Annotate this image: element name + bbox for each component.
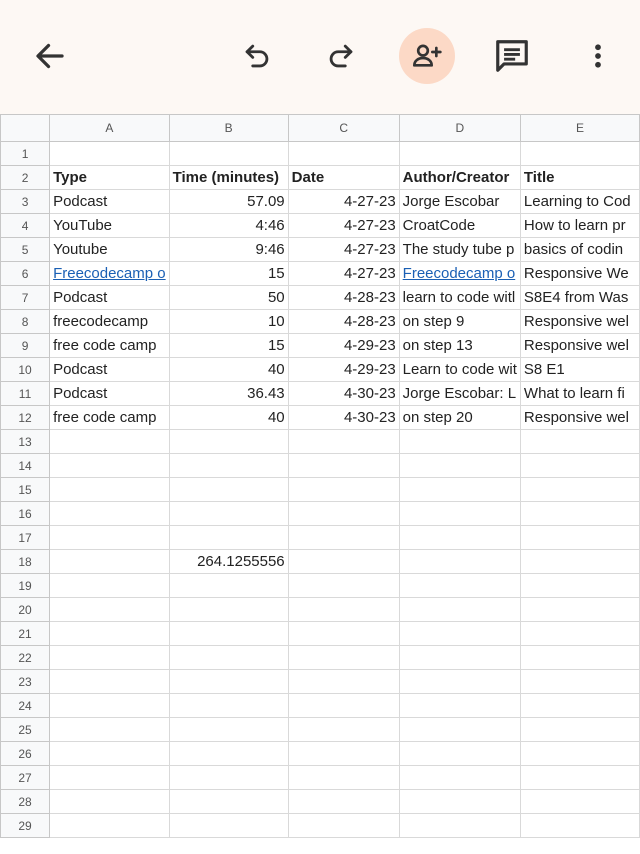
cell-c12[interactable]: 4-30-23 [288, 406, 399, 430]
sheet-table [0, 114, 640, 838]
more-vert-icon [583, 39, 613, 73]
cell-b6[interactable]: 15 [169, 262, 288, 286]
cell-c10[interactable]: 4-29-23 [288, 358, 399, 382]
comment-icon [493, 37, 531, 75]
cell-a28[interactable] [50, 790, 170, 814]
table-row [1, 286, 640, 310]
cell-c18[interactable] [288, 550, 399, 574]
row-header[interactable]: 21 [1, 622, 50, 646]
row-header[interactable]: 22 [1, 646, 50, 670]
cell-a17[interactable] [50, 526, 170, 550]
cell-e14[interactable] [520, 454, 639, 478]
table-row [1, 454, 640, 478]
cell-c19[interactable] [288, 574, 399, 598]
table-row [1, 502, 640, 526]
cell-c15[interactable] [288, 478, 399, 502]
column-header-e[interactable]: E [520, 115, 639, 142]
cell-e5[interactable]: basics of codin [520, 238, 639, 262]
table-row [1, 670, 640, 694]
row-header[interactable]: 12 [1, 406, 50, 430]
row-header[interactable]: 9 [1, 334, 50, 358]
cell-e11[interactable]: What to learn fi [520, 382, 639, 406]
cell-a1[interactable] [50, 142, 170, 166]
row-header[interactable]: 25 [1, 718, 50, 742]
cell-a6[interactable] [50, 262, 170, 286]
cell-a2[interactable]: Type [50, 166, 170, 190]
cell-a10[interactable]: Podcast [50, 358, 170, 382]
cell-c17[interactable] [288, 526, 399, 550]
row-header[interactable]: 10 [1, 358, 50, 382]
table-row [1, 262, 640, 286]
cell-b21[interactable] [169, 622, 288, 646]
table-row [1, 406, 640, 430]
cell-d17[interactable] [399, 526, 520, 550]
cell-c25[interactable] [288, 718, 399, 742]
table-row [1, 766, 640, 790]
cell-b10[interactable]: 40 [169, 358, 288, 382]
row-header[interactable]: 15 [1, 478, 50, 502]
table-row [1, 238, 640, 262]
cell-e25[interactable] [520, 718, 639, 742]
cell-e24[interactable] [520, 694, 639, 718]
cell-e26[interactable] [520, 742, 639, 766]
cell-e10[interactable]: S8 E1 [520, 358, 639, 382]
cell-a19[interactable] [50, 574, 170, 598]
row-header[interactable]: 5 [1, 238, 50, 262]
table-row [1, 214, 640, 238]
cell-e19[interactable] [520, 574, 639, 598]
cell-e29[interactable] [520, 814, 639, 838]
cell-d8[interactable]: on step 9 [399, 310, 520, 334]
cell-c28[interactable] [288, 790, 399, 814]
spreadsheet-grid [0, 114, 640, 854]
cell-a29[interactable] [50, 814, 170, 838]
cell-e12[interactable]: Responsive wel [520, 406, 639, 430]
row-header[interactable]: 13 [1, 430, 50, 454]
cell-a12[interactable]: free code camp [50, 406, 170, 430]
cell-c29[interactable] [288, 814, 399, 838]
undo-icon [240, 39, 274, 73]
share-button[interactable] [399, 28, 455, 84]
cell-c24[interactable] [288, 694, 399, 718]
cell-b19[interactable] [169, 574, 288, 598]
cell-a18[interactable] [50, 550, 170, 574]
cell-a8[interactable]: freecodecamp [50, 310, 170, 334]
table-row [1, 190, 640, 214]
cell-a4[interactable]: YouTube [50, 214, 170, 238]
cell-a20[interactable] [50, 598, 170, 622]
cell-b11[interactable]: 36.43 [169, 382, 288, 406]
cell-a11[interactable]: Podcast [50, 382, 170, 406]
cell-a7[interactable]: Podcast [50, 286, 170, 310]
back-button[interactable] [22, 28, 78, 84]
table-row [1, 718, 640, 742]
cell-e3[interactable]: Learning to Cod [520, 190, 639, 214]
cell-b22[interactable] [169, 646, 288, 670]
cell-link[interactable]: Freecodecamp o [402, 265, 516, 282]
row-header[interactable]: 26 [1, 742, 50, 766]
cell-c2[interactable]: Date [288, 166, 399, 190]
cell-e9[interactable]: Responsive wel [520, 334, 639, 358]
table-row [1, 142, 640, 166]
undo-button[interactable] [229, 28, 285, 84]
cell-a15[interactable] [50, 478, 170, 502]
cell-d24[interactable] [399, 694, 520, 718]
cell-a14[interactable] [50, 454, 170, 478]
cell-c8[interactable]: 4-28-23 [288, 310, 399, 334]
row-header[interactable]: 18 [1, 550, 50, 574]
sheet-body [1, 142, 640, 838]
cell-e2[interactable]: Title [520, 166, 639, 190]
cell-b12[interactable]: 40 [169, 406, 288, 430]
cell-a27[interactable] [50, 766, 170, 790]
cell-d2[interactable]: Author/Creator [399, 166, 520, 190]
cell-b17[interactable] [169, 526, 288, 550]
cell-d13[interactable] [399, 430, 520, 454]
cell-b27[interactable] [169, 766, 288, 790]
cell-c7[interactable]: 4-28-23 [288, 286, 399, 310]
cell-d1[interactable] [399, 142, 520, 166]
cell-c14[interactable] [288, 454, 399, 478]
cell-b8[interactable]: 10 [169, 310, 288, 334]
select-all-corner[interactable] [1, 115, 50, 142]
cell-e6[interactable]: Responsive We [520, 262, 639, 286]
cell-d10[interactable]: Learn to code wit [399, 358, 520, 382]
table-row [1, 526, 640, 550]
cell-d14[interactable] [399, 454, 520, 478]
cell-e1[interactable] [520, 142, 639, 166]
cell-d29[interactable] [399, 814, 520, 838]
cell-c26[interactable] [288, 742, 399, 766]
cell-e4[interactable]: How to learn pr [520, 214, 639, 238]
table-row [1, 334, 640, 358]
table-row [1, 742, 640, 766]
cell-b9[interactable]: 15 [169, 334, 288, 358]
row-header[interactable]: 2 [1, 166, 50, 190]
cell-a13[interactable] [50, 430, 170, 454]
cell-c1[interactable] [288, 142, 399, 166]
cell-b29[interactable] [169, 814, 288, 838]
cell-d5[interactable]: The study tube p [399, 238, 520, 262]
cell-c11[interactable]: 4-30-23 [288, 382, 399, 406]
cell-d7[interactable]: learn to code witl [399, 286, 520, 310]
row-header[interactable]: 16 [1, 502, 50, 526]
cell-d27[interactable] [399, 766, 520, 790]
row-header[interactable]: 6 [1, 262, 50, 286]
cell-b3[interactable]: 57.09 [169, 190, 288, 214]
cell-e16[interactable] [520, 502, 639, 526]
cell-c16[interactable] [288, 502, 399, 526]
more-options-button[interactable] [570, 28, 626, 84]
table-row [1, 814, 640, 838]
cell-a21[interactable] [50, 622, 170, 646]
row-header[interactable]: 11 [1, 382, 50, 406]
cell-e18[interactable] [520, 550, 639, 574]
table-row [1, 478, 640, 502]
cell-a16[interactable] [50, 502, 170, 526]
cell-c5[interactable]: 4-27-23 [288, 238, 399, 262]
cell-d28[interactable] [399, 790, 520, 814]
cell-b26[interactable] [169, 742, 288, 766]
row-header[interactable]: 3 [1, 190, 50, 214]
cell-e20[interactable] [520, 598, 639, 622]
cell-d16[interactable] [399, 502, 520, 526]
cell-b5[interactable]: 9:46 [169, 238, 288, 262]
cell-e21[interactable] [520, 622, 639, 646]
cell-b4[interactable]: 4:46 [169, 214, 288, 238]
cell-e27[interactable] [520, 766, 639, 790]
cell-d22[interactable] [399, 646, 520, 670]
cell-b16[interactable] [169, 502, 288, 526]
table-row [1, 550, 640, 574]
row-header[interactable]: 19 [1, 574, 50, 598]
cell-d11[interactable]: Jorge Escobar: L [399, 382, 520, 406]
cell-c21[interactable] [288, 622, 399, 646]
cell-e13[interactable] [520, 430, 639, 454]
cell-e8[interactable]: Responsive wel [520, 310, 639, 334]
cell-d6[interactable] [399, 262, 520, 286]
row-header[interactable]: 29 [1, 814, 50, 838]
cell-a5[interactable]: Youtube [50, 238, 170, 262]
cell-d26[interactable] [399, 742, 520, 766]
row-header[interactable]: 23 [1, 670, 50, 694]
table-row [1, 382, 640, 406]
cell-a22[interactable] [50, 646, 170, 670]
cell-e22[interactable] [520, 646, 639, 670]
cell-c20[interactable] [288, 598, 399, 622]
table-row [1, 430, 640, 454]
cell-a9[interactable]: free code camp [50, 334, 170, 358]
cell-d25[interactable] [399, 718, 520, 742]
row-header[interactable]: 1 [1, 142, 50, 166]
cell-a26[interactable] [50, 742, 170, 766]
back-arrow-icon [32, 38, 68, 74]
cell-a3[interactable]: Podcast [50, 190, 170, 214]
row-header[interactable]: 27 [1, 766, 50, 790]
cell-b18[interactable]: 264.1255556 [169, 550, 288, 574]
cell-b23[interactable] [169, 670, 288, 694]
cell-d23[interactable] [399, 670, 520, 694]
row-header[interactable]: 24 [1, 694, 50, 718]
table-row [1, 358, 640, 382]
row-header[interactable]: 20 [1, 598, 50, 622]
add-person-icon [411, 40, 443, 72]
cell-c3[interactable]: 4-27-23 [288, 190, 399, 214]
redo-icon [324, 39, 358, 73]
cell-b13[interactable] [169, 430, 288, 454]
cell-d12[interactable]: on step 20 [399, 406, 520, 430]
cell-a24[interactable] [50, 694, 170, 718]
cell-d20[interactable] [399, 598, 520, 622]
table-row [1, 310, 640, 334]
row-header[interactable]: 28 [1, 790, 50, 814]
cell-c23[interactable] [288, 670, 399, 694]
comment-button[interactable] [484, 28, 540, 84]
column-header-b[interactable]: B [169, 115, 288, 142]
cell-c27[interactable] [288, 766, 399, 790]
cell-d18[interactable] [399, 550, 520, 574]
cell-c4[interactable]: 4-27-23 [288, 214, 399, 238]
cell-d21[interactable] [399, 622, 520, 646]
cell-d15[interactable] [399, 478, 520, 502]
cell-b2[interactable]: Time (minutes) [169, 166, 288, 190]
cell-e28[interactable] [520, 790, 639, 814]
cell-b14[interactable] [169, 454, 288, 478]
row-header[interactable]: 8 [1, 310, 50, 334]
column-header-a[interactable]: A [50, 115, 170, 142]
cell-b28[interactable] [169, 790, 288, 814]
cell-c22[interactable] [288, 646, 399, 670]
cell-c9[interactable]: 4-29-23 [288, 334, 399, 358]
row-header[interactable]: 4 [1, 214, 50, 238]
cell-b15[interactable] [169, 478, 288, 502]
column-header-c[interactable]: C [288, 115, 399, 142]
cell-d19[interactable] [399, 574, 520, 598]
cell-b20[interactable] [169, 598, 288, 622]
cell-d4[interactable]: CroatCode [399, 214, 520, 238]
cell-b7[interactable]: 50 [169, 286, 288, 310]
table-row [1, 598, 640, 622]
column-header-row [1, 115, 640, 142]
row-header[interactable]: 14 [1, 454, 50, 478]
cell-c6[interactable]: 4-27-23 [288, 262, 399, 286]
table-row [1, 646, 640, 670]
cell-e17[interactable] [520, 526, 639, 550]
cell-e15[interactable] [520, 478, 639, 502]
row-header[interactable]: 7 [1, 286, 50, 310]
redo-button[interactable] [313, 28, 369, 84]
cell-c13[interactable] [288, 430, 399, 454]
cell-d3[interactable]: Jorge Escobar [399, 190, 520, 214]
table-row [1, 622, 640, 646]
cell-b1[interactable] [169, 142, 288, 166]
cell-link[interactable]: Freecodecamp o [53, 265, 166, 282]
column-header-d[interactable]: D [399, 115, 520, 142]
cell-a23[interactable] [50, 670, 170, 694]
table-row [1, 166, 640, 190]
cell-b25[interactable] [169, 718, 288, 742]
cell-e7[interactable]: S8E4 from Was [520, 286, 639, 310]
cell-a25[interactable] [50, 718, 170, 742]
cell-b24[interactable] [169, 694, 288, 718]
top-toolbar [0, 0, 640, 114]
row-header[interactable]: 17 [1, 526, 50, 550]
table-row [1, 790, 640, 814]
cell-d9[interactable]: on step 13 [399, 334, 520, 358]
cell-e23[interactable] [520, 670, 639, 694]
table-row [1, 694, 640, 718]
table-row [1, 574, 640, 598]
